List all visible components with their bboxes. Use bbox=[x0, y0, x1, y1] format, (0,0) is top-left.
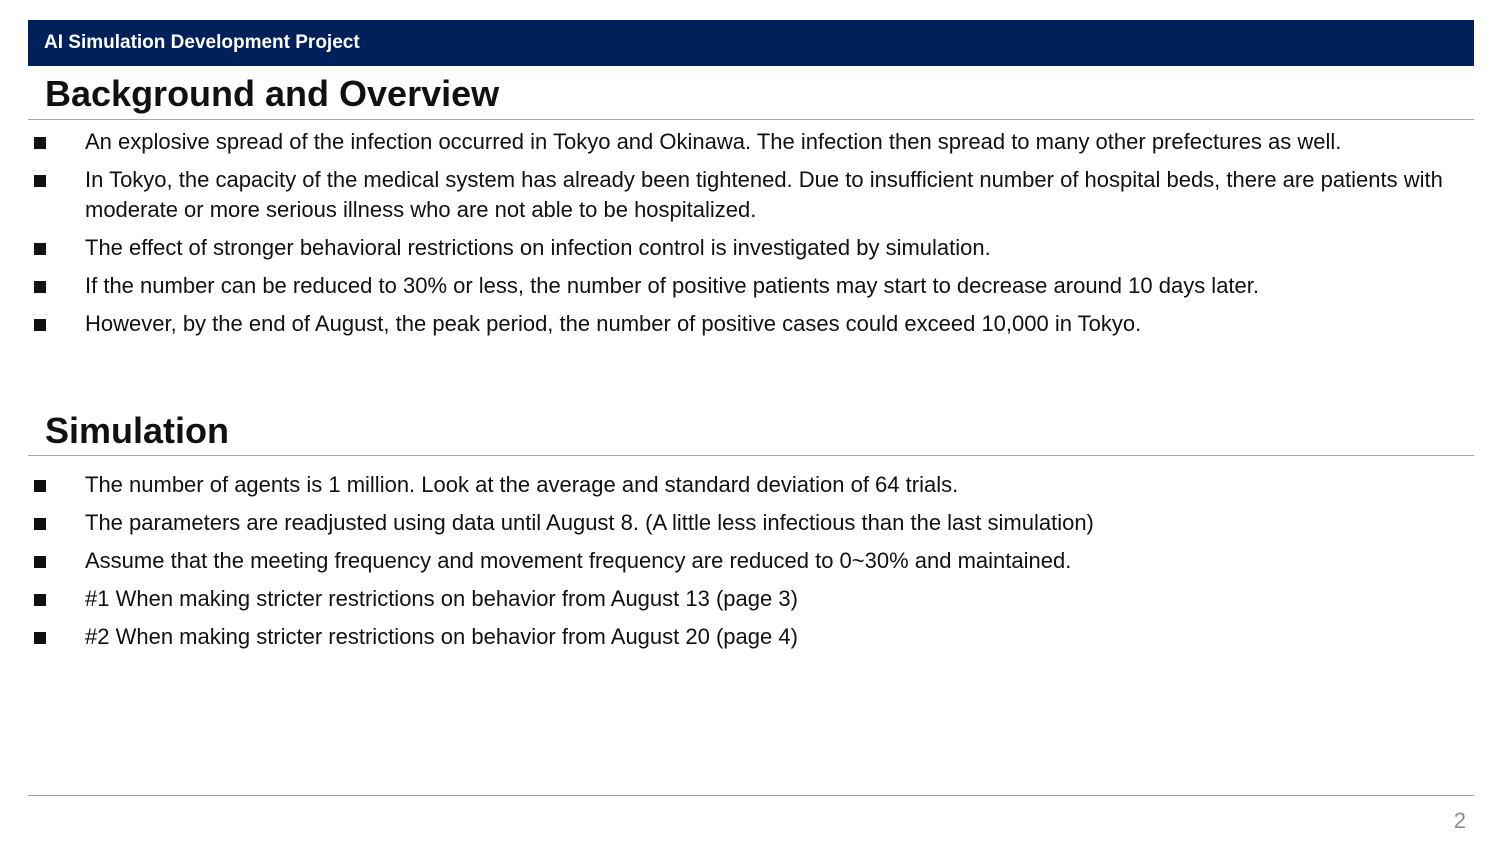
bullet-item bbox=[28, 165, 1468, 225]
bullet-item bbox=[28, 233, 1468, 263]
square-bullet-icon bbox=[34, 137, 46, 149]
section-title-background: Background and Overview bbox=[45, 73, 500, 114]
square-bullet-icon bbox=[34, 319, 46, 331]
bullet-item bbox=[28, 508, 1468, 538]
bullet-text: Assume that the meeting frequency and movement frequency are reduced to 0~30% and maintained. bbox=[85, 548, 1072, 573]
simulation-bullet-list bbox=[28, 470, 1468, 660]
square-bullet-icon bbox=[34, 594, 46, 606]
bullet-item bbox=[28, 309, 1468, 339]
square-bullet-icon bbox=[34, 518, 46, 530]
bullet-item bbox=[28, 546, 1468, 576]
section-divider bbox=[28, 119, 1474, 120]
footer-divider bbox=[28, 795, 1474, 796]
bullet-item bbox=[28, 470, 1468, 500]
square-bullet-icon bbox=[34, 480, 46, 492]
bullet-text: The number of agents is 1 million. Look at the average and standard deviation of 64 trials. bbox=[85, 472, 959, 497]
square-bullet-icon bbox=[34, 281, 46, 293]
bullet-text: An explosive spread of the infection occurred in Tokyo and Okinawa. The infection then spread to many other prefectures as well. bbox=[85, 129, 1342, 154]
bullet-text: However, by the end of August, the peak period, the number of positive cases could exceed 10,000 in Tokyo. bbox=[85, 311, 1142, 336]
project-header-bar bbox=[28, 20, 1474, 66]
section-title-simulation: Simulation bbox=[45, 410, 230, 451]
square-bullet-icon bbox=[34, 243, 46, 255]
square-bullet-icon bbox=[34, 175, 46, 187]
bullet-item bbox=[28, 127, 1468, 157]
bullet-text: If the number can be reduced to 30% or less, the number of positive patients may start to decrease around 10 days later. bbox=[85, 273, 1260, 298]
bullet-text: #1 When making stricter restrictions on behavior from August 13 (page 3) bbox=[85, 586, 798, 611]
bullet-text: In Tokyo, the capacity of the medical system has already been tightened. Due to insufficient number of hospital beds, there are patients with moderate or more serious illness who are not able to be hospitalized. bbox=[85, 167, 1443, 222]
bullet-item bbox=[28, 584, 1468, 614]
bullet-text: #2 When making stricter restrictions on behavior from August 20 (page 4) bbox=[85, 624, 798, 649]
background-bullet-list bbox=[28, 127, 1468, 347]
section-divider bbox=[28, 455, 1474, 456]
bullet-item bbox=[28, 622, 1468, 652]
bullet-item bbox=[28, 271, 1468, 301]
bullet-text: The effect of stronger behavioral restrictions on infection control is investigated by simulation. bbox=[85, 235, 991, 260]
project-title: AI Simulation Development Project bbox=[44, 32, 360, 53]
page-number: 2 bbox=[1453, 808, 1466, 833]
square-bullet-icon bbox=[34, 556, 46, 568]
square-bullet-icon bbox=[34, 632, 46, 644]
bullet-text: The parameters are readjusted using data until August 8. (A little less infectious than the last simulation) bbox=[85, 510, 1094, 535]
